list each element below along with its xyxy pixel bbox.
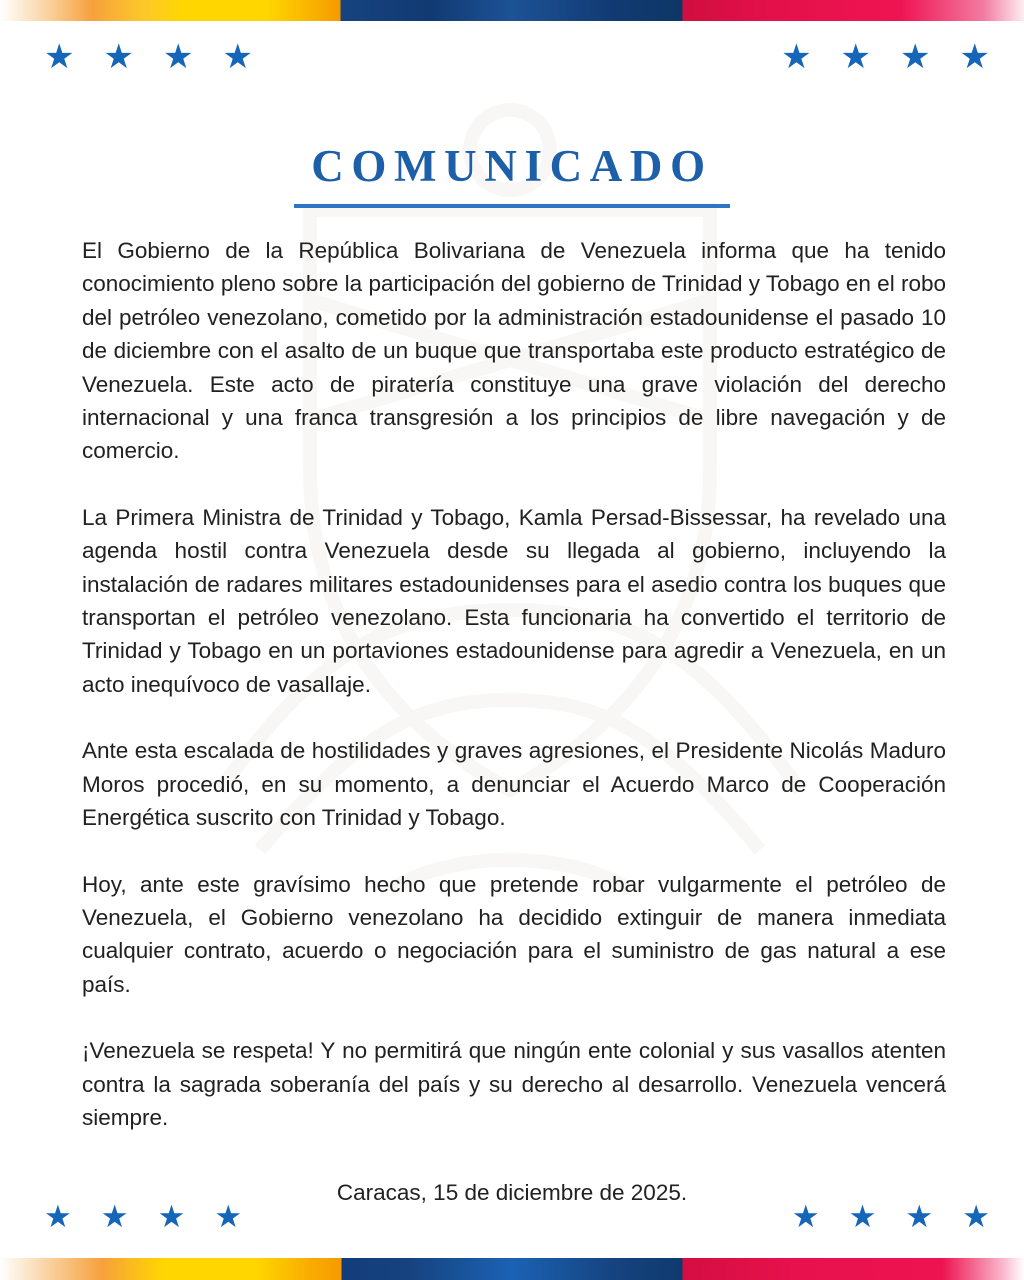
- star-row-bottom-left: [44, 1199, 243, 1235]
- star-icon: ★: [848, 1199, 877, 1235]
- dateline: Caracas, 15 de diciembre de 2025.: [336, 1180, 688, 1205]
- star-icon: ★: [44, 1199, 72, 1235]
- star-icon: ★: [781, 37, 812, 77]
- star-icon: ★: [222, 37, 253, 77]
- star-icon: ★: [959, 37, 990, 77]
- star-icon: ★: [840, 37, 872, 77]
- star-icon: ★: [791, 1199, 820, 1235]
- star-icon: ★: [100, 1199, 129, 1235]
- star-icon: ★: [900, 37, 931, 77]
- paragraph-3: Ante esta escalada de hostilidades y graves agresiones, el Presidente Nicolás Maduro Moros procedió, en su momento, a denunciar el Acuerdo Marco de Cooperación Energética suscrito con Trinidad y Tobago.: [82, 738, 946, 831]
- paragraph-2: La Primera Ministra de Trinidad y Tobago, Kamla Persad-Bissessar, ha revelado una agenda hostil contra Venezuela desde su llegada al gobierno, incluyendo la instalación de radares militares estadounidenses para el asedio contra los buques que transportan el petróleo venezolano. Esta funcionaria ha convertido el territorio de Trinidad y Tobago en un portaviones estadounidense para agredir a Venezuela, en un acto inequívoco de vasallaje.: [82, 504, 946, 697]
- paragraph-5: ¡Venezuela se respeta! Y no permitirá que ningún ente colonial y sus vasallos atenten contra la sagrada soberanía del país y su derecho al desarrollo. Venezuela vencerá siempre.: [82, 1038, 946, 1130]
- paragraph-4: Hoy, ante este gravísimo hecho que pretende robar vulgarmente el petróleo de Venezuela, el Gobierno venezolano ha decidido extinguir de manera inmediata cualquier contrato, acuerdo o negociación para el suministro de gas natural a ese país.: [82, 871, 946, 997]
- communique-body: [82, 234, 946, 1134]
- star-icon: ★: [103, 37, 134, 77]
- title-underline: [294, 204, 730, 208]
- star-icon: ★: [162, 37, 194, 77]
- star-row-bottom-right: [791, 1199, 990, 1235]
- star-icon: ★: [44, 37, 75, 77]
- star-icon: ★: [905, 1199, 934, 1235]
- paragraph-1: El Gobierno de la República Bolivariana de Venezuela informa que ha tenido conocimiento pleno sobre la participación del gobierno de Trinidad y Tobago en el robo del petróleo venezolano, cometido por la administración estadounidense el pasado 10 de diciembre con el asalto de un buque que transportaba este producto estratégico de Venezuela. Este acto de piratería constituye una grave violación del derecho internacional y una franca transgresión a los principios de libre navegación y de comercio.: [82, 238, 946, 464]
- star-icon: ★: [157, 1199, 186, 1235]
- star-icon: ★: [962, 1199, 990, 1235]
- flag-stripe-bottom: [0, 1258, 1024, 1280]
- page-title: COMUNICADO: [311, 141, 713, 191]
- star-icon: ★: [214, 1199, 243, 1235]
